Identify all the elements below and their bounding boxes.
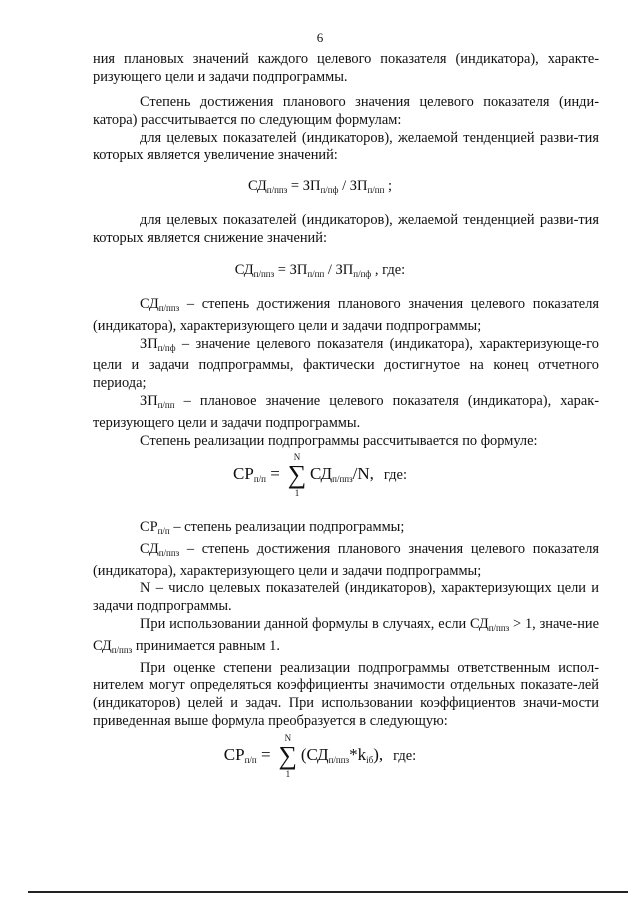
formula-increase: $СД_{п/ппз} = ЗП_{п/пф} / ЗП_{п/пп}$ ;: [247, 178, 393, 195]
page-number: 6: [316, 30, 324, 45]
definition-zp-fact: $ЗП_{п/пф}$ – значение целевого показателя (индикатора), характеризующе-го цели и задачи подпрограммы, фактически достигнутое на конец отчетного периода;: [93, 335, 599, 392]
formula-sr-weighted: $СР_{п/п}$ = N ∑ 1 $(СД_{п/ппз}*k_{iб})$, где:: [223, 733, 417, 779]
paragraph-7: При оценке степени реализации подпрограммы ответственным испол-нителем могут определяться коэффициенты значимости отдельных показате-лей (индикаторов) целей и задач. При использовании коэффициентов значи-мости приведенная выше формула преобразуется в следующую:: [93, 659, 599, 729]
paragraph-3: для целевых показателей (индикаторов), желаемой тенденцией разви-тия которых является увеличение значений:: [93, 129, 599, 164]
definition-zp-plan: $ЗП_{п/пп}$ – плановое значение целевого показателя (индикатора), харак-теризующего цели и задачи подпрограммы.: [93, 392, 599, 431]
formula-decrease: $СД_{п/ппз} = ЗП_{п/пп} / ЗП_{п/пф}$ , где:: [234, 262, 406, 279]
paragraph-1: ния плановых значений каждого целевого показателя (индикатора), характе-ризующего цели и задачи подпрограммы.: [93, 51, 599, 85]
definition-sd-2: $СД_{п/ппз}$ – степень достижения планового значения целевого показателя (индикатора), характеризующего цели и задачи подпрограммы;: [93, 540, 599, 579]
paragraph-5: Степень реализации подпрограммы рассчитывается по формуле:: [140, 432, 538, 449]
summation-sign: N ∑ 1: [287, 452, 307, 498]
paragraph-4: для целевых показателей (индикаторов), желаемой тенденцией разви-тия которых является снижение значений:: [93, 212, 599, 246]
bottom-rule: [28, 891, 628, 893]
paragraph-2: Степень достижения планового значения целевого показателя (инди-катора) рассчитывается по следующим формулам:: [93, 94, 599, 128]
paragraph-6: При использовании данной формулы в случаях, если $СД_{п/ппз} > 1$, значе-ние $СД_{п/ппз}$ принимается равным 1.: [93, 615, 599, 655]
paragraph-continuation: [93, 51, 599, 87]
definitions-block-1: [93, 296, 599, 450]
formula-sr-sum: $СР_{п/п}$ = N ∑ 1 $СД_{п/ппз}/N$, где:: [233, 452, 407, 498]
definition-n: N – число целевых показателей (индикаторов), характеризующих цели и задачи подпрограммы.: [93, 580, 599, 615]
summation-sign-2: N ∑ 1: [278, 733, 298, 779]
definitions-block-2: [93, 519, 599, 731]
definition-sr: $СР_{п/п}$ – степень реализации подпрограммы;: [140, 519, 405, 536]
definition-sd: $СД_{п/ппз}$ – степень достижения планового значения целевого показателя (индикатора), характеризующего цели и задачи подпрограммы;: [93, 296, 599, 334]
paragraph-2-block: [93, 94, 599, 165]
paragraph-4-block: [93, 212, 599, 248]
